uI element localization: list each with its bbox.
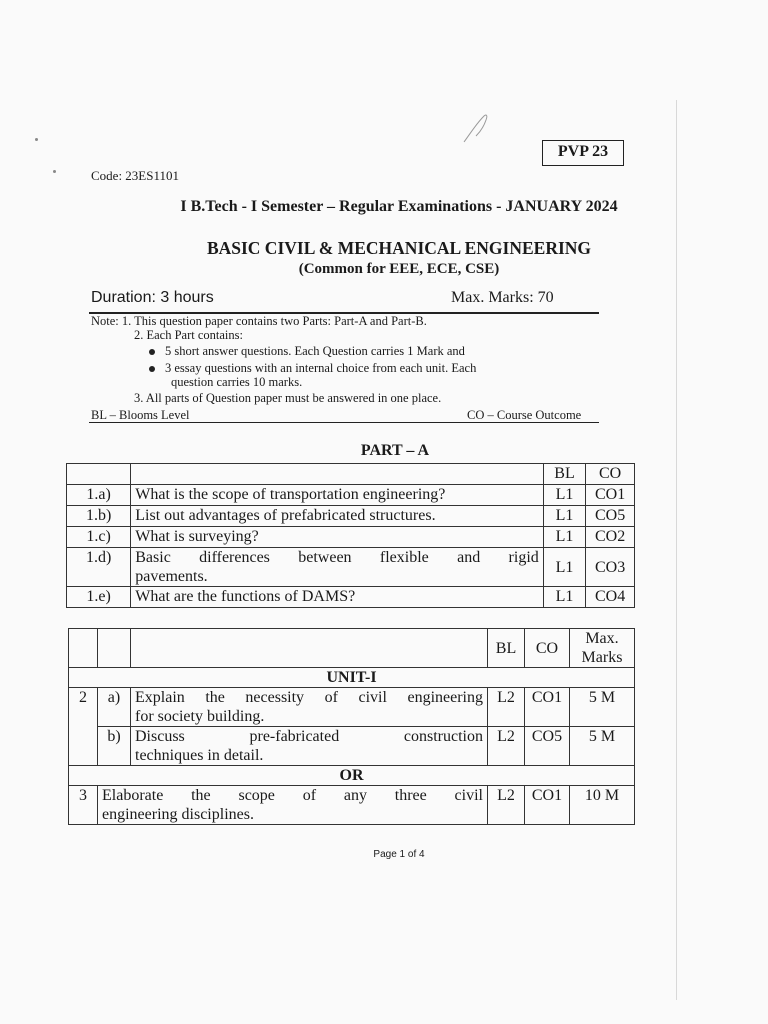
bloom-level: L1 [543,485,585,506]
question-number: 1.d) [67,548,131,587]
question-text: What is surveying? [131,527,544,548]
question-text-line: Discuss pre-fabricated construction [135,728,483,745]
question-number: 3 [69,786,98,825]
course-outcome: CO3 [586,548,635,587]
max-marks: Max. Marks: 70 [451,289,554,306]
duration: Duration: 3 hours [91,289,214,306]
col-header-co: CO [586,464,635,485]
marks: 5 M [570,688,635,727]
part-a-table [66,463,635,608]
table-row [67,527,635,548]
or-label: OR [69,766,635,786]
col-header-line: Marks [581,649,623,666]
note-bullet [149,362,476,376]
col-header-line: Max. [585,630,619,647]
table-row [67,587,635,608]
note-line: 2. Each Part contains: [134,328,243,342]
question-text [98,786,488,825]
sub-question-label: a) [98,688,131,727]
question-text-line: pavements. [135,568,208,585]
note-line: 3. All parts of Question paper must be answered in one place. [134,391,442,405]
divider [89,422,599,423]
question-text-line: Elaborate the scope of any three civil [102,787,483,804]
question-text-line: engineering disciplines. [102,806,254,823]
question-text [131,727,488,766]
bl-legend: BL – Blooms Level [91,408,190,422]
note-bullet [149,345,465,359]
col-header-bl: BL [543,464,585,485]
table-header-row [67,464,635,485]
course-outcome: CO5 [525,727,570,766]
question-number: 1.b) [67,506,131,527]
table-cell [131,629,488,668]
course-outcome: CO1 [525,688,570,727]
marks: 10 M [570,786,635,825]
bloom-level: L1 [543,548,585,587]
question-text: What is the scope of transportation engineering? [131,485,544,506]
question-number: 1.e) [67,587,131,608]
table-cell [69,629,98,668]
bullet-icon [149,366,155,372]
table-header-row [69,629,635,668]
course-outcome: CO4 [586,587,635,608]
note-line: question carries 10 marks. [171,375,303,389]
subject-code: Code: 23ES1101 [91,168,179,183]
scan-speck [35,138,38,141]
question-text [131,688,488,727]
common-for: (Common for EEE, ECE, CSE) [298,261,500,277]
bloom-level: L2 [488,688,525,727]
question-text-line: Basic differences between flexible and rigid [135,549,539,566]
question-text: What are the functions of DAMS? [131,587,544,608]
table-row [67,506,635,527]
question-text-line: techniques in detail. [135,747,264,764]
marks: 5 M [570,727,635,766]
table-row [69,688,635,727]
bloom-level: L1 [543,527,585,548]
part-b-table [68,628,635,825]
col-header-max-marks [570,629,635,668]
question-text-line: Explain the necessity of civil engineering [135,689,483,706]
subject-title: BASIC CIVIL & MECHANICAL ENGINEERING [206,238,592,258]
table-cell [131,464,544,485]
course-outcome: CO1 [525,786,570,825]
course-outcome: CO5 [586,506,635,527]
course-outcome: CO2 [586,527,635,548]
scan-speck [53,170,56,173]
part-a-heading: PART – A [360,442,430,459]
question-number: 2 [69,688,98,766]
bloom-level: L1 [543,587,585,608]
question-number: 1.a) [67,485,131,506]
note-bullet-text: 5 short answer questions. Each Question carries 1 Mark and [165,344,465,358]
question-text: List out advantages of prefabricated structures. [131,506,544,527]
scan-edge-line [676,100,677,1000]
table-row [67,548,635,587]
bloom-level: L2 [488,786,525,825]
course-outcome: CO1 [586,485,635,506]
col-header-bl: BL [488,629,525,668]
note-line: Note: 1. This question paper contains two Parts: Part-A and Part-B. [91,314,427,328]
table-row [69,786,635,825]
question-number: 1.c) [67,527,131,548]
question-text [131,548,544,587]
question-text-line: for society building. [135,708,265,725]
unit-heading: UNIT-I [69,668,635,688]
page-number: Page 1 of 4 [373,849,425,860]
pen-mark [462,112,492,146]
paper-tag: PVP 23 [542,140,624,166]
note-bullet-text: 3 essay questions with an internal choice from each unit. Each [165,361,477,375]
bloom-level: L2 [488,727,525,766]
col-header-co: CO [525,629,570,668]
bloom-level: L1 [543,506,585,527]
table-cell [98,629,131,668]
sub-question-label: b) [98,727,131,766]
table-row [69,727,635,766]
or-row [69,766,635,786]
unit-row [69,668,635,688]
table-row [67,485,635,506]
table-cell [67,464,131,485]
exam-title: I B.Tech - I Semester – Regular Examinations - JANUARY 2024 [180,198,618,215]
co-legend: CO – Course Outcome [467,408,582,422]
bullet-icon [149,349,155,355]
